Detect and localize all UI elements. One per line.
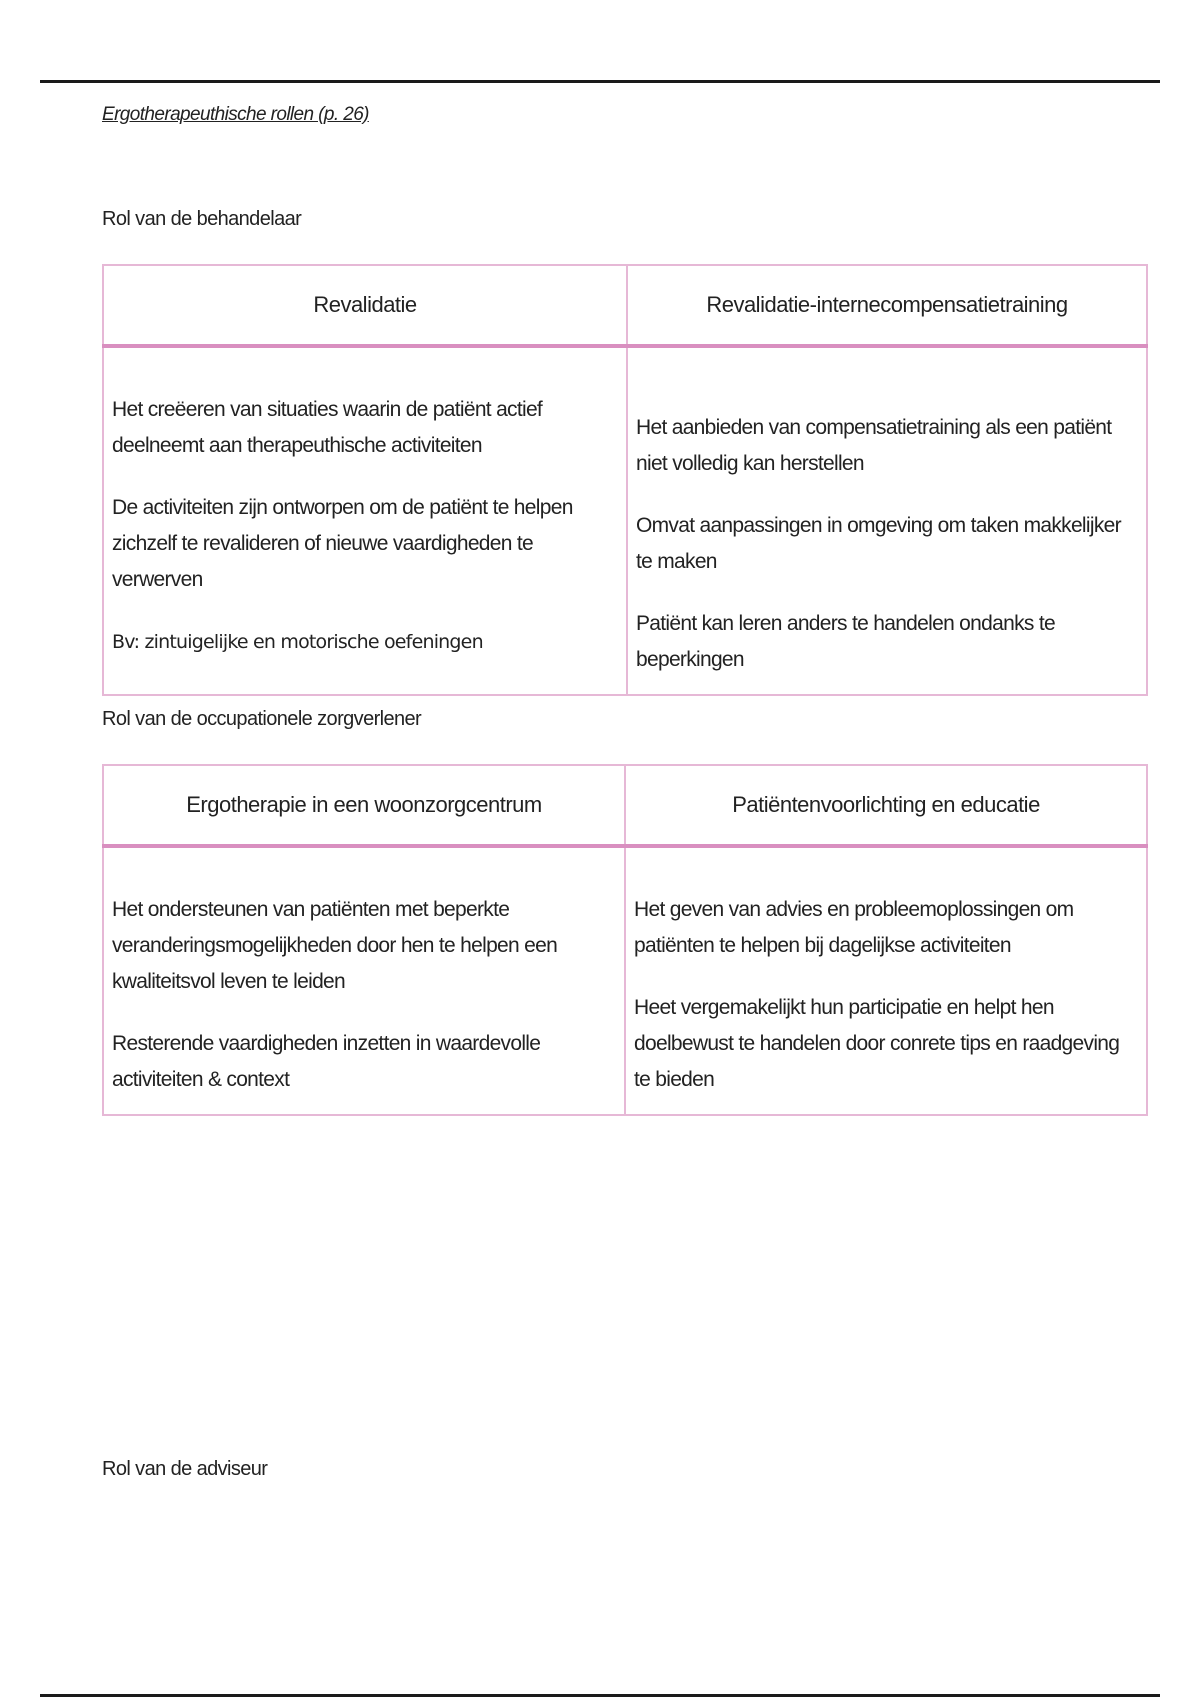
cell-paragraph: Patiënt kan leren anders te handelen ondanks te beperkingen <box>636 612 1055 671</box>
section-title-zorgverlener: Rol van de occupationele zorgverlener <box>102 708 422 730</box>
table-header-row <box>103 265 1147 346</box>
column-header-revalidatie: Revalidatie <box>103 265 627 346</box>
bottom-rule <box>40 1694 1160 1697</box>
cell-paragraph: Het ondersteunen van patiënten met beperkte veranderingsmogelijkheden door hen te helpen een kwaliteitsvol leven te leiden <box>112 898 558 993</box>
table-cell-revalidatie <box>103 346 627 695</box>
section-title-behandelaar: Rol van de behandelaar <box>102 208 302 230</box>
table-cell-woonzorgcentrum <box>103 846 625 1115</box>
table-row <box>103 346 1147 695</box>
cell-paragraph: Het aanbieden van compensatietraining als een patiënt niet volledig kan herstellen <box>636 416 1112 475</box>
document-title: Ergotherapeuthische rollen (p. 26) <box>102 104 369 125</box>
column-header-compensatietraining: Revalidatie-internecompensatietraining <box>627 265 1147 346</box>
column-header-woonzorgcentrum: Ergotherapie in een woonzorgcentrum <box>103 765 625 846</box>
cell-paragraph-example: Bv: zintuigelijke en motorische oefeningen <box>112 631 483 653</box>
table-row <box>103 846 1147 1115</box>
cell-paragraph: Het creëeren van situaties waarin de patiënt actief deelneemt aan therapeuthische activiteiten <box>112 398 543 457</box>
zorgverlener-table <box>102 764 1148 1116</box>
section-title-adviseur: Rol van de adviseur <box>102 1458 268 1480</box>
cell-paragraph: De activiteiten zijn ontworpen om de patiënt te helpen zichzelf te revalideren of nieuwe vaardigheden te verwerven <box>112 496 573 591</box>
table-cell-compensatietraining <box>627 346 1147 695</box>
behandelaar-table <box>102 264 1148 696</box>
column-header-voorlichting: Patiëntenvoorlichting en educatie <box>625 765 1147 846</box>
cell-paragraph: Het geven van advies en probleemoplossingen om patiënten te helpen bij dagelijkse activiteiten <box>634 898 1074 957</box>
table-cell-voorlichting <box>625 846 1147 1115</box>
top-rule <box>40 80 1160 83</box>
cell-paragraph: Resterende vaardigheden inzetten in waardevolle activiteiten & context <box>112 1032 541 1091</box>
table-header-row <box>103 765 1147 846</box>
cell-paragraph: Heet vergemakelijkt hun participatie en helpt hen doelbewust te handelen door conrete tips en raadgeving te bieden <box>634 996 1120 1091</box>
cell-paragraph: Omvat aanpassingen in omgeving om taken makkelijker te maken <box>636 514 1121 573</box>
